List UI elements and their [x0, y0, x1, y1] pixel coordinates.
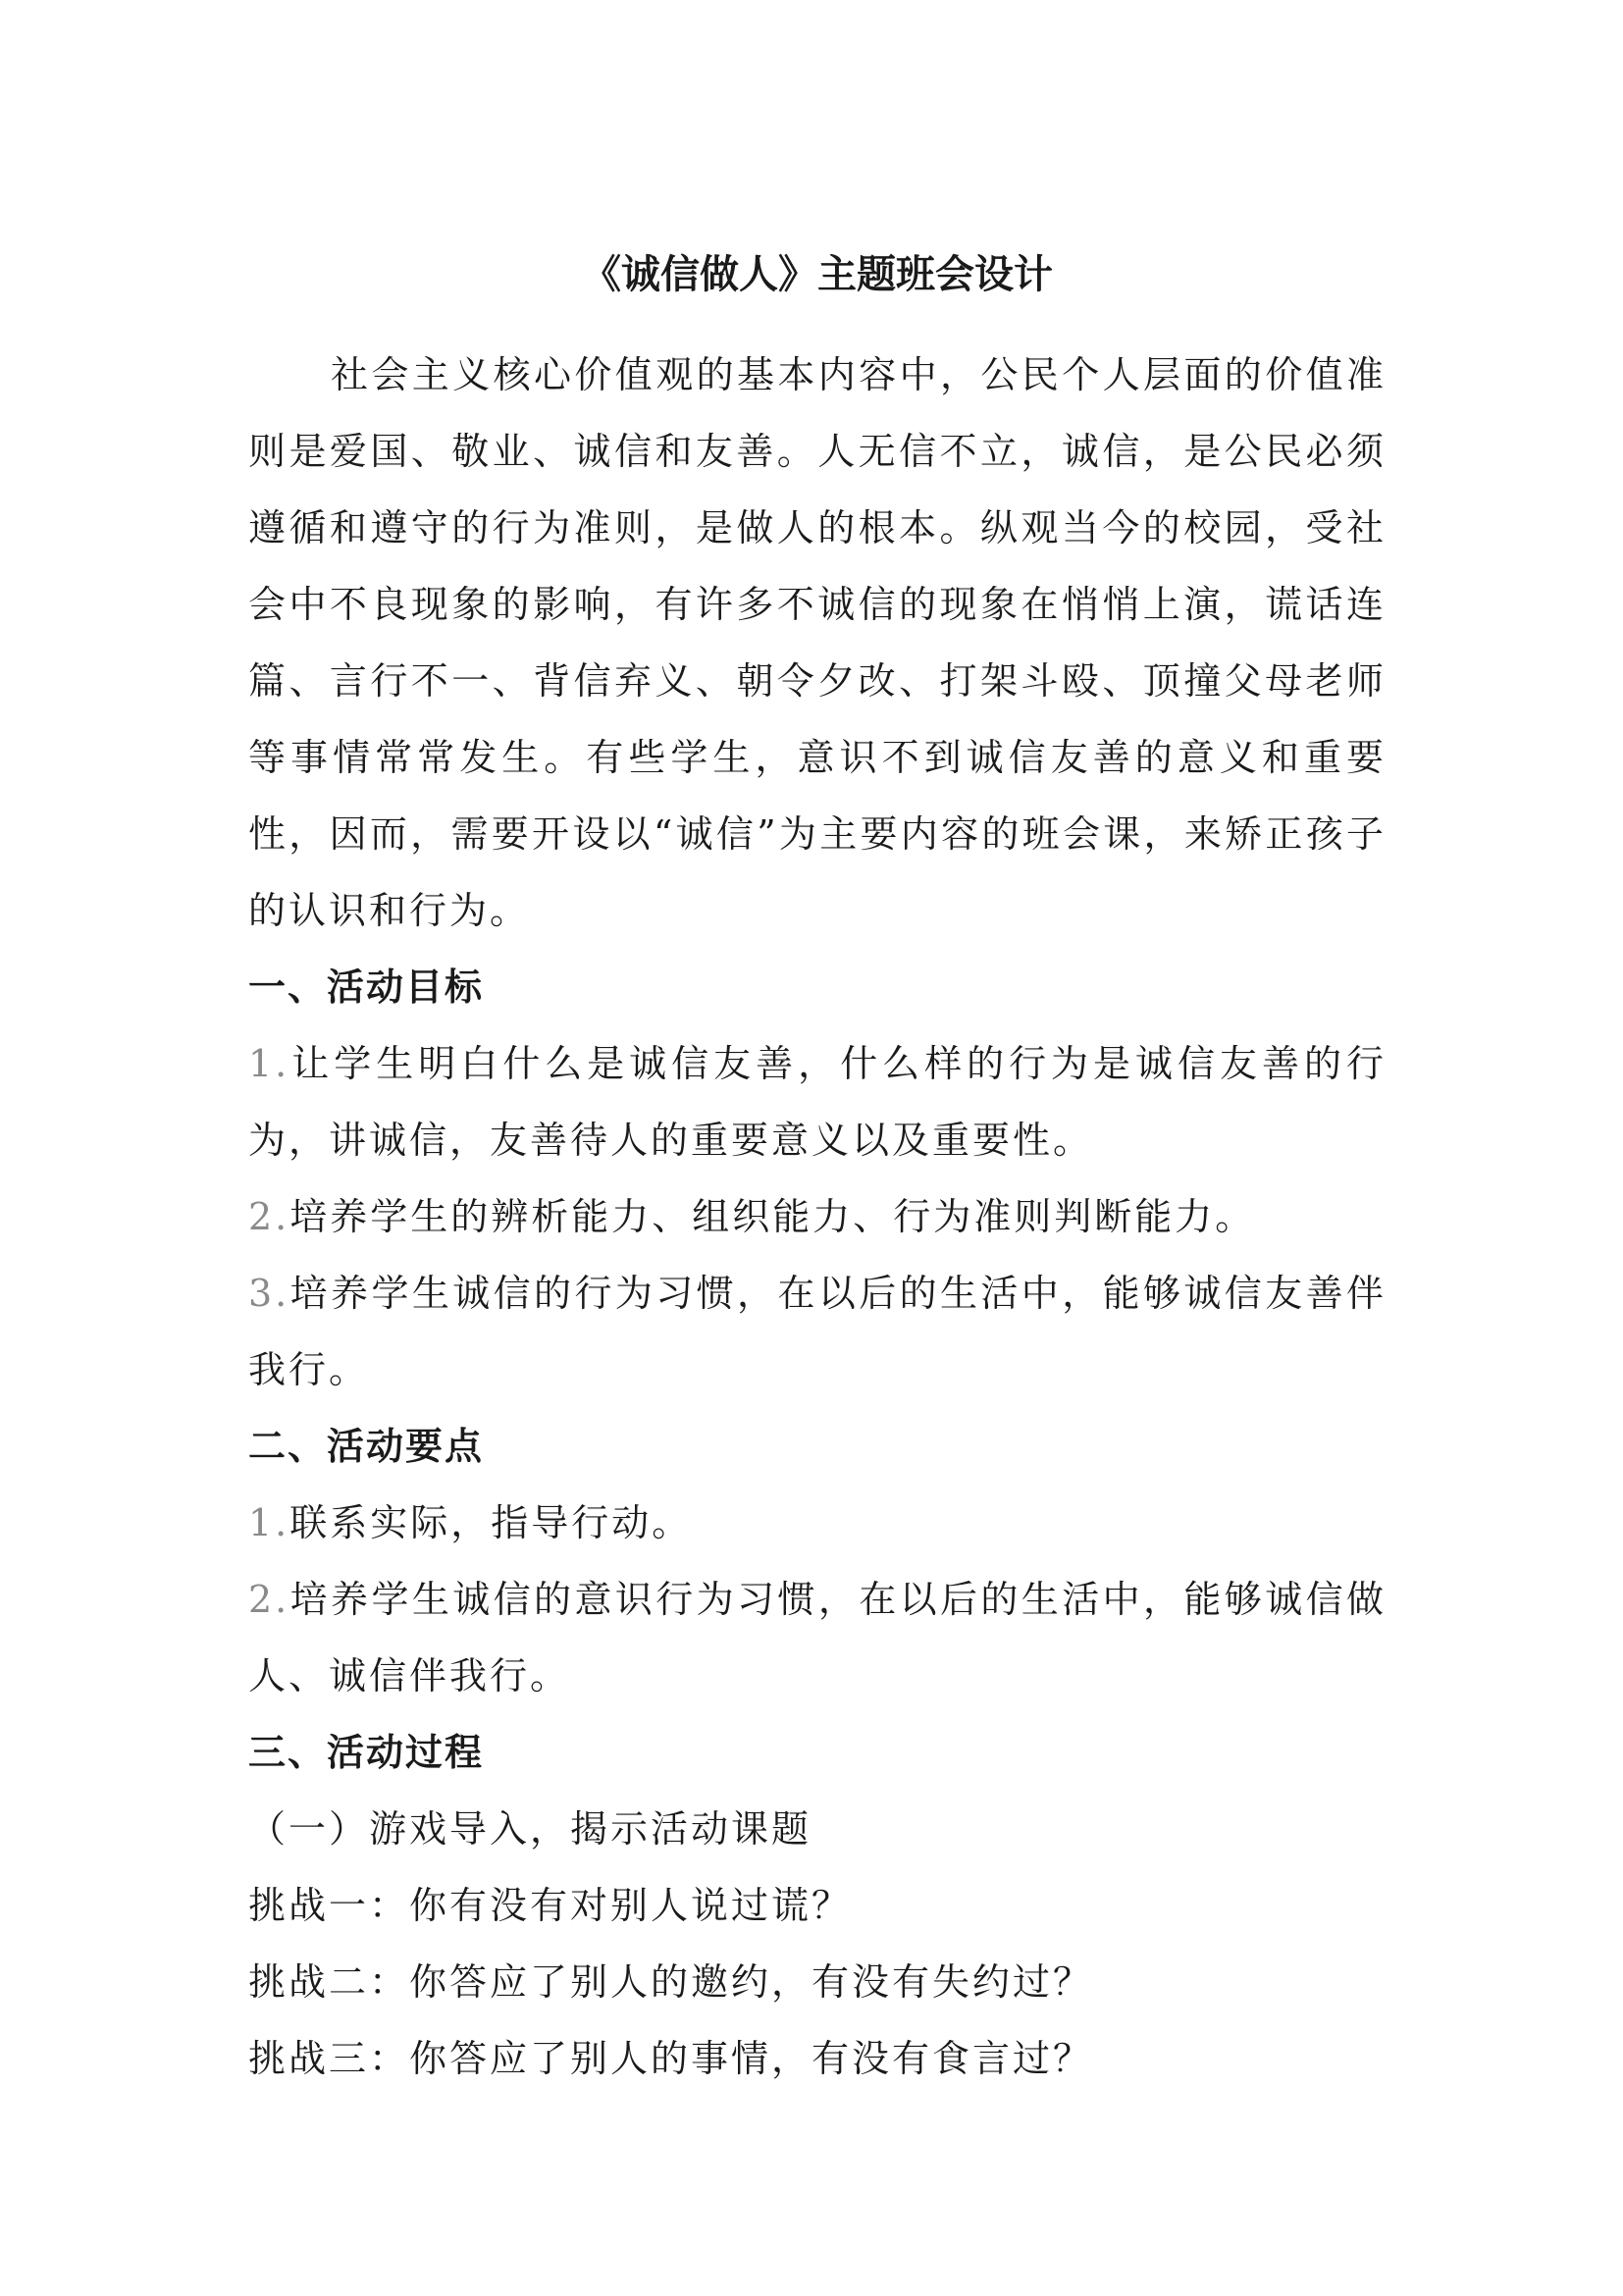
goal-item-3 — [248, 1255, 1387, 1408]
item-text: 培养学生诚信的行为习惯，在以后的生活中，能够诚信友善伴我行。 — [248, 1272, 1387, 1391]
challenge-item-2: 挑战二：你答应了别人的邀约，有没有失约过？ — [248, 1960, 1094, 2004]
challenge-item-3: 挑战三：你答应了别人的事情，有没有食言过？ — [248, 2037, 1094, 2080]
item-number: 2. — [248, 1578, 290, 1621]
document-title: 《诚信做人》主题班会设计 — [582, 252, 1053, 297]
section-heading-process: 三、活动过程 — [248, 1731, 485, 1774]
intro-paragraph: 社会主义核心价值观的基本内容中，公民个人层面的价值准则是爱国、敬业、诚信和友善。人无信不立，诚信，是公民必须遵循和遵守的行为准则，是做人的根本。纵观当今的校园，受社会中不良现象的影响，有许多不诚信的现象在悄悄上演，谎话连篇、言行不一、背信弃义、朝令夕改、打架斗殴、顶撞父母老师等事情常常发生。有些学生，意识不到诚信友善的意义和重要性，因而，需要开设以“诚信”为主要内容的班会课，来矫正孩子的认识和行为。 — [248, 353, 1387, 932]
item-number: 3. — [248, 1272, 290, 1315]
item-text: 培养学生的辨析能力、组织能力、行为准则判断能力。 — [289, 1195, 1256, 1238]
item-text: 让学生明白什么是诚信友善，什么样的行为是诚信友善的行为，讲诚信，友善待人的重要意义以及重要性。 — [248, 1042, 1387, 1162]
goal-item-1 — [248, 1025, 1387, 1178]
section-heading-keypoints: 二、活动要点 — [248, 1425, 485, 1468]
keypoint-item-1 — [248, 1485, 1387, 1561]
item-number: 1. — [248, 1501, 290, 1544]
item-text: 联系实际，指导行动。 — [289, 1501, 693, 1544]
document-body — [248, 337, 1387, 2097]
challenge-item-1: 挑战一：你有没有对别人说过谎？ — [248, 1884, 853, 1927]
item-number: 1. — [248, 1042, 290, 1085]
document-page — [248, 0, 1387, 2296]
process-subheading: （一）游戏导入，揭示活动课题 — [248, 1807, 812, 1851]
item-number: 2. — [248, 1195, 290, 1238]
goal-item-2 — [248, 1178, 1387, 1255]
keypoint-item-2 — [248, 1561, 1387, 1714]
section-heading-goals: 一、活动目标 — [248, 965, 485, 1009]
item-text: 培养学生诚信的意识行为习惯，在以后的生活中，能够诚信做人、诚信伴我行。 — [248, 1578, 1387, 1697]
